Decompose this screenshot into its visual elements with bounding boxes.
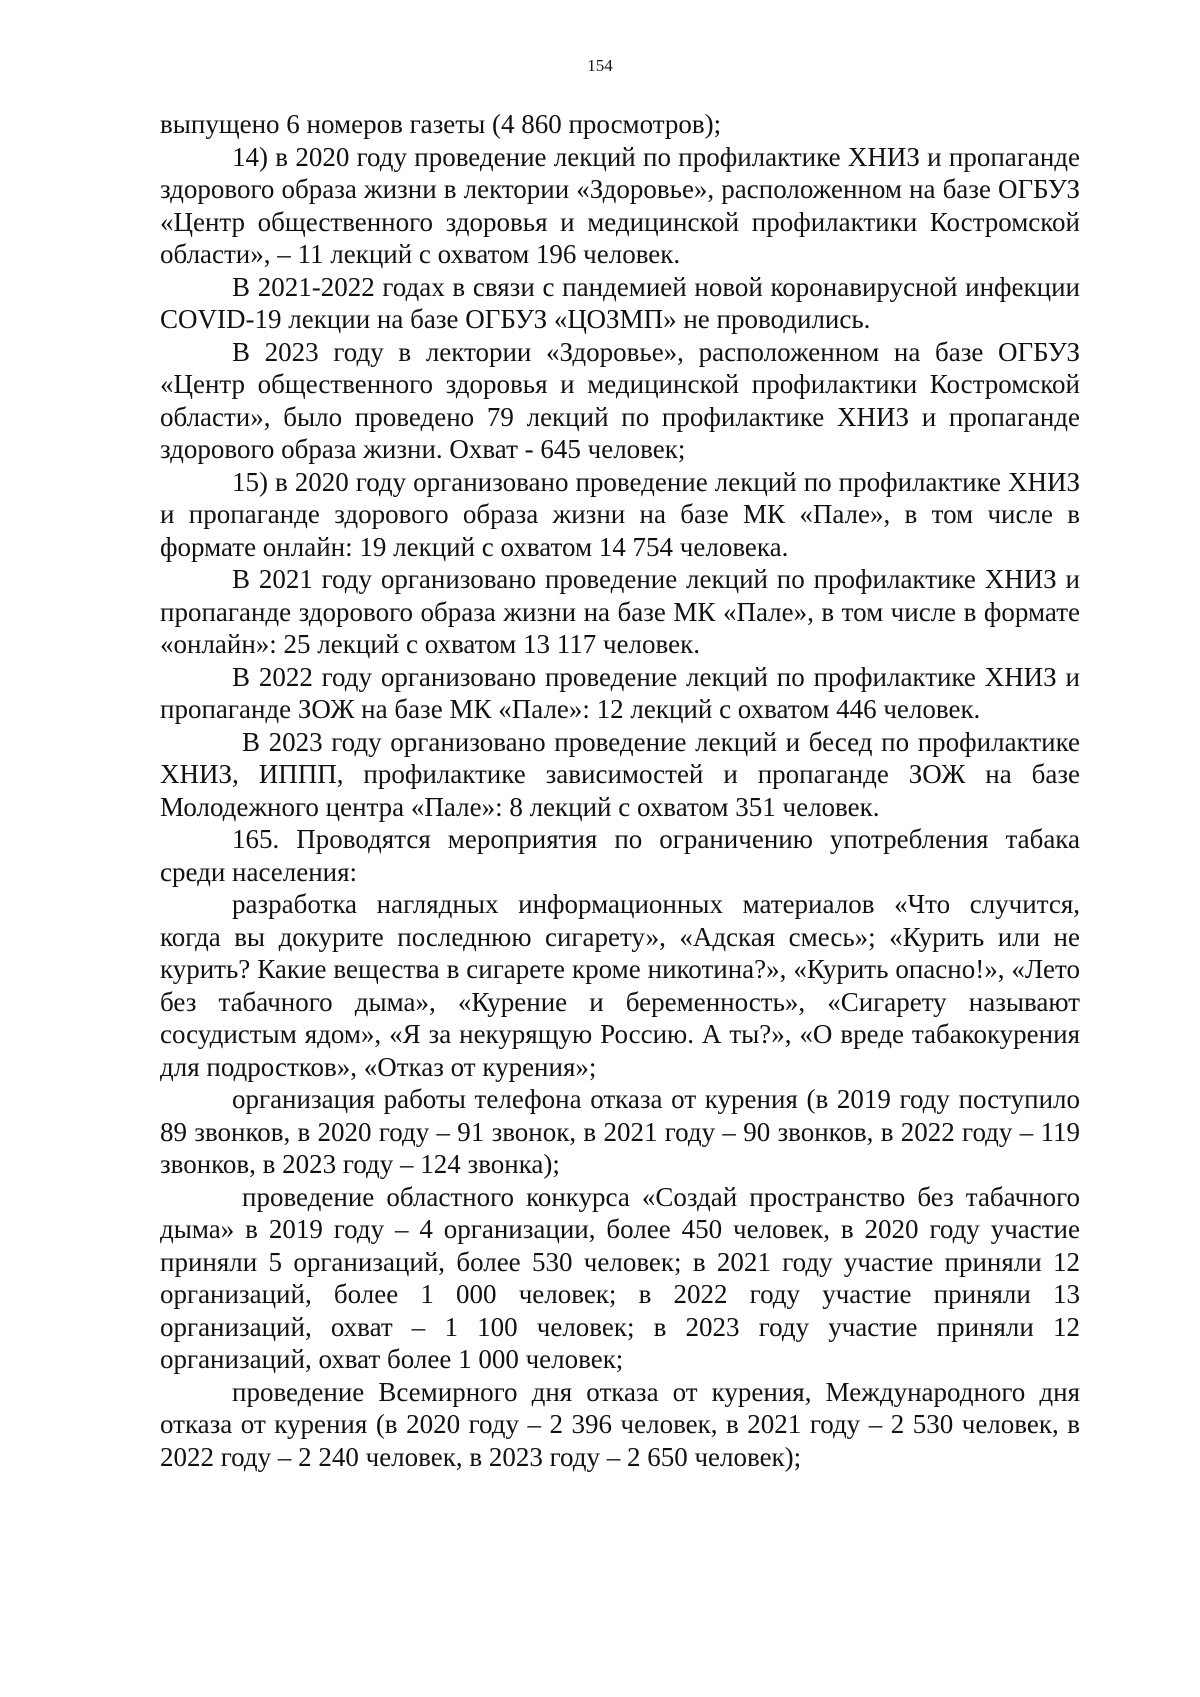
paragraph-2021-pale: В 2021 году организовано проведение лекций по профилактике ХНИЗ и пропаганде здорового образа жизни на базе МК «Пале», в том числе в формате «онлайн»: 25 лекций с охватом 13 117 человек. [160, 564, 1080, 659]
paragraph-2023-lectures: В 2023 году в лектории «Здоровье», расположенном на базе ОГБУЗ «Центр общественного здоровья и медицинской профилактики Костромской области», было проведено 79 лекций по профилактике ХНИЗ и пропаганде здорового образа жизни. Охват - 645 человек; [160, 336, 1080, 464]
paragraph-2021-2022-covid: В 2021-2022 годах в связи с пандемией новой коронавирусной инфекции COVID-19 лекции на базе ОГБУЗ «ЦОЗМП» не проводились. [160, 271, 1080, 334]
paragraph-visual-materials: разработка наглядных информационных материалов «Что случится, когда вы докурите последнюю сигарету», «Адская смесь»; «Курить или не курить? Какие вещества в сигарете кроме никотина?», «Курить опасно!», «Лето без табачного дыма», «Курение и беременность», «Сигарету называют сосудистым ядом», «Я за некурящую Россию. А ты?», «О вреде табакокурения для подростков», «Отказ от курения»; [160, 889, 1080, 1082]
paragraph-regional-contest: проведение областного конкурса «Создай пространство без табачного дыма» в 2019 году – 4 организации, более 450 человек, в 2020 году участие приняли 5 организаций, более 530 человек; в 2021 году участие приняли 12 организаций, более 1 000 человек; в 2022 году участие приняли 13 организаций, охват – 1 100 человек; в 2023 году участие приняли 12 организаций, охват более 1 000 человек; [160, 1181, 1080, 1374]
paragraph-item-165: 165. Проводятся мероприятия по ограничению употребления табака среди населения: [160, 824, 1080, 887]
paragraph-2023-pale: В 2023 году организовано проведение лекций и бесед по профилактике ХНИЗ, ИППП, профилактике зависимостей и пропаганде ЗОЖ на базе Молодежного центра «Пале»: 8 лекций с охватом 351 человек. [160, 726, 1080, 822]
paragraph-newspaper-issues: выпущено 6 номеров газеты (4 860 просмотров); [160, 109, 722, 139]
paragraph-item-14: 14) в 2020 году проведение лекций по профилактике ХНИЗ и пропаганде здорового образа жизни в лектории «Здоровье», расположенном на базе ОГБУЗ «Центр общественного здоровья и медицинской профилактики Костромской области», – 11 лекций с охватом 196 человек. [160, 141, 1080, 269]
paragraph-no-smoking-day: проведение Всемирного дня отказа от курения, Международного дня отказа от курения (в 2020 году – 2 396 человек, в 2021 году – 2 530 человек, в 2022 году – 2 240 человек, в 2023 году – 2 650 человек); [160, 1376, 1080, 1472]
paragraph-2022-pale: В 2022 году организовано проведение лекций по профилактике ХНИЗ и пропаганде ЗОЖ на базе МК «Пале»: 12 лекций с охватом 446 человек. [160, 661, 1080, 724]
paragraph-quit-hotline: организация работы телефона отказа от курения (в 2019 году поступило 89 звонков, в 2020 году – 91 звонок, в 2021 году – 90 звонков, в 2022 году – 119 звонков, в 2023 году – 124 звонка); [160, 1084, 1080, 1179]
paragraph-item-15: 15) в 2020 году организовано проведение лекций по профилактике ХНИЗ и пропаганде здорового образа жизни на базе МК «Пале», в том числе в формате онлайн: 19 лекций с охватом 14 754 человека. [160, 466, 1080, 562]
document-body [160, 108, 1080, 1473]
page-number: 154 [587, 56, 613, 75]
